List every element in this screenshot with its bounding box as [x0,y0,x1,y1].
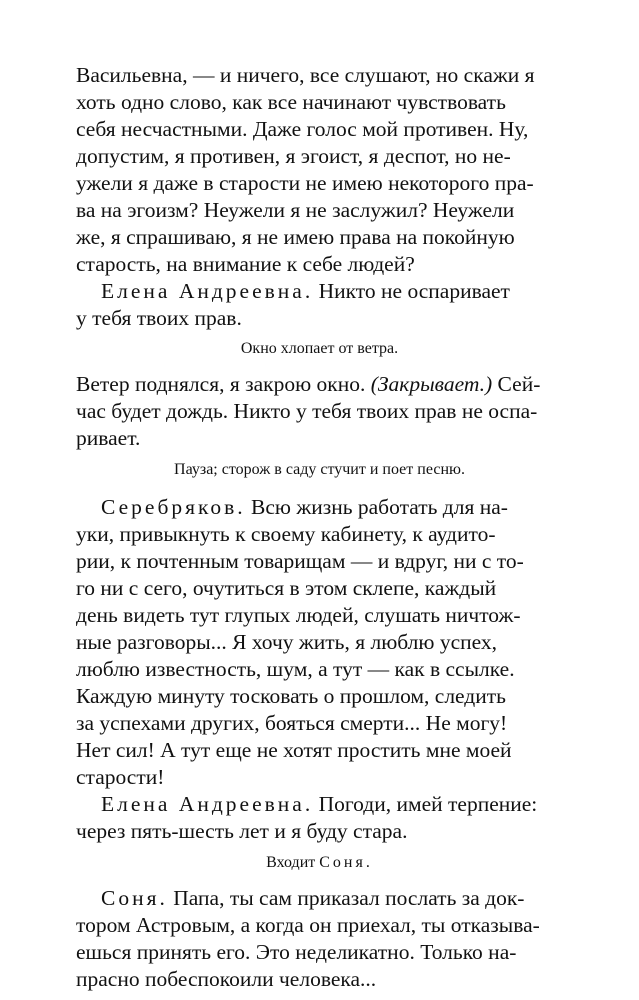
text-span: Ветер поднялся, я закрою окно. [76,372,371,396]
text-line: го ни с сего, очутиться в этом склепе, каждый [76,576,497,600]
text-line: день видеть тут глупых людей, слушать ничтож- [76,603,521,627]
speaker-name: Елена Андреевна. [101,792,314,816]
text-line: люблю известность, шум, а тут — как в ссылке. [76,657,515,681]
dialogue-text: Погоди, имей терпение: [313,792,538,816]
dialogue-line [101,279,510,303]
text-line: тором Астровым, а когда он приехал, ты отказыва- [76,913,540,937]
text-line: хоть одно слово, как все начинают чувствовать [76,90,506,114]
stage-direction [0,853,639,873]
stage-direction: Окно хлопает от ветра. [240,340,399,357]
text-line: у тебя твоих прав. [76,306,242,330]
italic-stage-remark: (Закрывает.) [370,372,493,396]
dialogue-line [101,792,537,816]
text-line: уки, привыкнуть к своему кабинету, к аудито- [76,522,496,546]
dialogue-text: Всю жизнь работать для на- [245,495,508,519]
speaker-name: Соня. [101,886,168,910]
text-line: старости! [76,765,165,789]
stage-text: Входит [266,854,320,871]
stage-direction: Пауза; сторож в саду стучит и поет песню. [174,461,465,478]
character-name: Соня. [319,854,373,871]
text-line: Каждую минуту тосковать о прошлом, следить [76,684,506,708]
dialogue-text: Никто не оспаривает [313,279,510,303]
text-line: прасно побеспокоили человека... [76,967,377,991]
text-span: Сей- [492,372,541,396]
dialogue-line [101,886,524,910]
text-line: себя несчастными. Даже голос мой противен. Ну, [76,117,529,141]
speaker-name: Елена Андреевна. [101,279,314,303]
speaker-name: Серебряков. [101,495,246,519]
text-line: за успехами других, бояться смерти... Не могу! [76,711,508,735]
text-line: Нет сил! А тут еще не хотят простить мне моей [76,738,512,762]
text-line: рии, к почтенным товарищам — и вдруг, ни с то- [76,549,524,573]
text-line: ужели я даже в старости не имею некоторого пра- [76,171,534,195]
text-line: ешься принять его. Это неделикатно. Только на- [76,940,517,964]
dialogue-text: Папа, ты сам приказал послать за док- [167,886,525,910]
text-line: через пять-шесть лет и я буду стара. [76,819,408,843]
text-line: час будет дождь. Никто у тебя твоих прав не оспа- [76,399,538,423]
text-line: ные разговоры... Я хочу жить, я люблю успех, [76,630,498,654]
text-line [76,372,540,396]
dialogue-line [101,495,508,519]
text-line: же, я спрашиваю, я не имею права на покойную [76,225,515,249]
text-line: старость, на внимание к себе людей? [76,252,415,276]
text-line: ва на эгоизм? Неужели я не заслужил? Неужели [76,198,515,222]
text-line: ривает. [76,426,141,450]
text-line: Васильевна, — и ничего, все слушают, но скажи я [76,63,535,87]
text-line: допустим, я противен, я эгоист, я деспот, но не- [76,144,511,168]
